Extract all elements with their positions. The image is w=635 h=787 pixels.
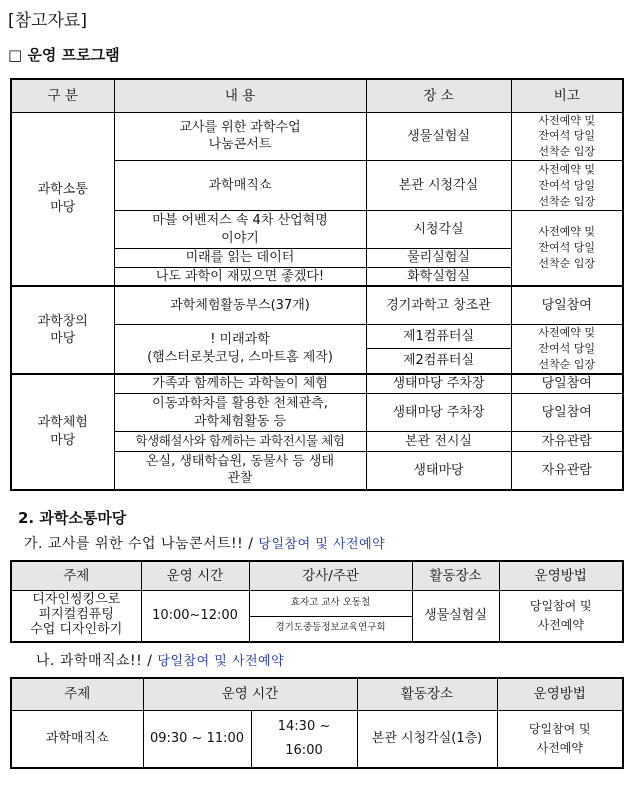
- method-cell: 당일참여 및 사전예약: [499, 590, 623, 642]
- note-cell: 자유관람: [511, 452, 623, 490]
- content-cell: 과학매직쇼: [114, 161, 366, 211]
- subsection-b-label: 나. 과학매직쇼!! /: [36, 653, 153, 669]
- header-place: 활동장소: [412, 561, 499, 590]
- document-header: [참고자료]: [8, 11, 87, 31]
- place-cell: 생태마당 주차장: [366, 394, 511, 432]
- table-row: [11, 590, 623, 616]
- concert-table: [10, 560, 624, 643]
- instructor-cell: 효자고 교사 오동철: [249, 590, 412, 616]
- table-row: [11, 710, 623, 768]
- section-title-programs: □ 운영 프로그램: [8, 46, 120, 64]
- topic-cell: 디자인씽킹으로 피지컬컴퓨팅 수업 디자인하기: [11, 590, 141, 642]
- note-cell: 사전예약 및 잔여석 당일 선착순 입장: [511, 112, 623, 161]
- place-cell: 제2컴퓨터실: [366, 349, 511, 374]
- note-cell: 사전예약 및 잔여석 당일 선착순 입장: [511, 161, 623, 211]
- header-place: 장 소: [366, 79, 511, 112]
- place-cell: 경기과학고 창조관: [366, 286, 511, 324]
- table-header-row: [11, 79, 623, 112]
- place-cell: 생물실험실: [412, 590, 499, 642]
- time-cell: 10:00~12:00: [141, 590, 249, 642]
- time-morning-cell: 09:30 ~ 11:00: [143, 710, 251, 768]
- subsection-b-highlight: 당일참여 및 사전예약: [157, 654, 285, 669]
- content-cell: 교사를 위한 과학수업 나눔콘서트: [114, 112, 366, 161]
- place-cell: 본관 시청각실: [366, 161, 511, 211]
- note-cell: 사전예약 및 잔여석 당일 선착순 입장: [511, 211, 623, 287]
- header-note: 비고: [511, 79, 623, 112]
- subsection-a-highlight: 당일참여 및 사전예약: [258, 537, 386, 552]
- place-cell: 본관 전시실: [366, 432, 511, 452]
- content-cell: 이동과학차를 활용한 천체관측, 과학체험활동 등: [114, 394, 366, 432]
- header-instructor: 강사/주관: [249, 561, 412, 590]
- place-cell: 생물실험실: [366, 112, 511, 161]
- note-cell: 자유관람: [511, 432, 623, 452]
- place-cell: 시청각실: [366, 211, 511, 249]
- header-method: 운영방법: [499, 561, 623, 590]
- header-topic: 주제: [11, 561, 141, 590]
- table-row: [11, 286, 623, 324]
- topic-cell: 과학매직쇼: [11, 710, 143, 768]
- magic-show-table: [10, 677, 624, 769]
- place-cell: 생태마당 주차장: [366, 374, 511, 394]
- subsection-b: [36, 650, 284, 670]
- header-time: 운영 시간: [141, 561, 249, 590]
- subsection-a: [24, 533, 385, 553]
- header-content: 내 용: [114, 79, 366, 112]
- note-cell: 사전예약 및 잔여석 당일 선착순 입장: [511, 324, 623, 373]
- category-cell: 과학창의 마당: [11, 286, 114, 373]
- content-cell: 학생해설사와 함께하는 과학전시물 체험: [114, 432, 366, 452]
- note-cell: 당일참여: [511, 286, 623, 324]
- time-afternoon-cell: 14:30 ~ 16:00: [251, 710, 357, 768]
- category-cell: 과학체험 마당: [11, 374, 114, 490]
- header-category: 구 분: [11, 79, 114, 112]
- section-title-science-communication: 2. 과학소통마당: [18, 509, 127, 527]
- table-row: [11, 374, 623, 394]
- content-cell: 마블 어벤저스 속 4차 산업혁명 이야기: [114, 211, 366, 249]
- content-cell: ! 미래과학 (햄스터로봇코딩, 스마트홈 제작): [114, 324, 366, 373]
- organizer-cell: 경기도중등정보교육연구회: [249, 616, 412, 642]
- content-cell: 과학체험활동부스(37개): [114, 286, 366, 324]
- place-cell: 화학실험실: [366, 267, 511, 286]
- content-cell: 나도 과학이 재밌으면 좋겠다!: [114, 267, 366, 286]
- header-topic: 주제: [11, 678, 143, 710]
- place-cell: 생태마당: [366, 452, 511, 490]
- place-cell: 제1컴퓨터실: [366, 324, 511, 348]
- note-cell: 당일참여: [511, 374, 623, 394]
- table-header-row: [11, 678, 623, 710]
- content-cell: 온실, 생태학습원, 동물사 등 생태 관찰: [114, 452, 366, 490]
- header-method: 운영방법: [497, 678, 623, 710]
- method-cell: 당일참여 및 사전예약: [497, 710, 623, 768]
- program-table: [10, 78, 624, 491]
- content-cell: 미래를 읽는 데이터: [114, 249, 366, 268]
- note-cell: 당일참여: [511, 394, 623, 432]
- place-cell: 본관 시청각실(1층): [357, 710, 497, 768]
- subsection-a-label: 가. 교사를 위한 수업 나눔콘서트!! /: [24, 536, 254, 552]
- header-place: 활동장소: [357, 678, 497, 710]
- category-cell: 과학소통 마당: [11, 112, 114, 286]
- place-cell: 물리실험실: [366, 249, 511, 268]
- table-row: [11, 112, 623, 161]
- table-header-row: [11, 561, 623, 590]
- content-cell: 가족과 함께하는 과학놀이 체험: [114, 374, 366, 394]
- header-time: 운영 시간: [143, 678, 357, 710]
